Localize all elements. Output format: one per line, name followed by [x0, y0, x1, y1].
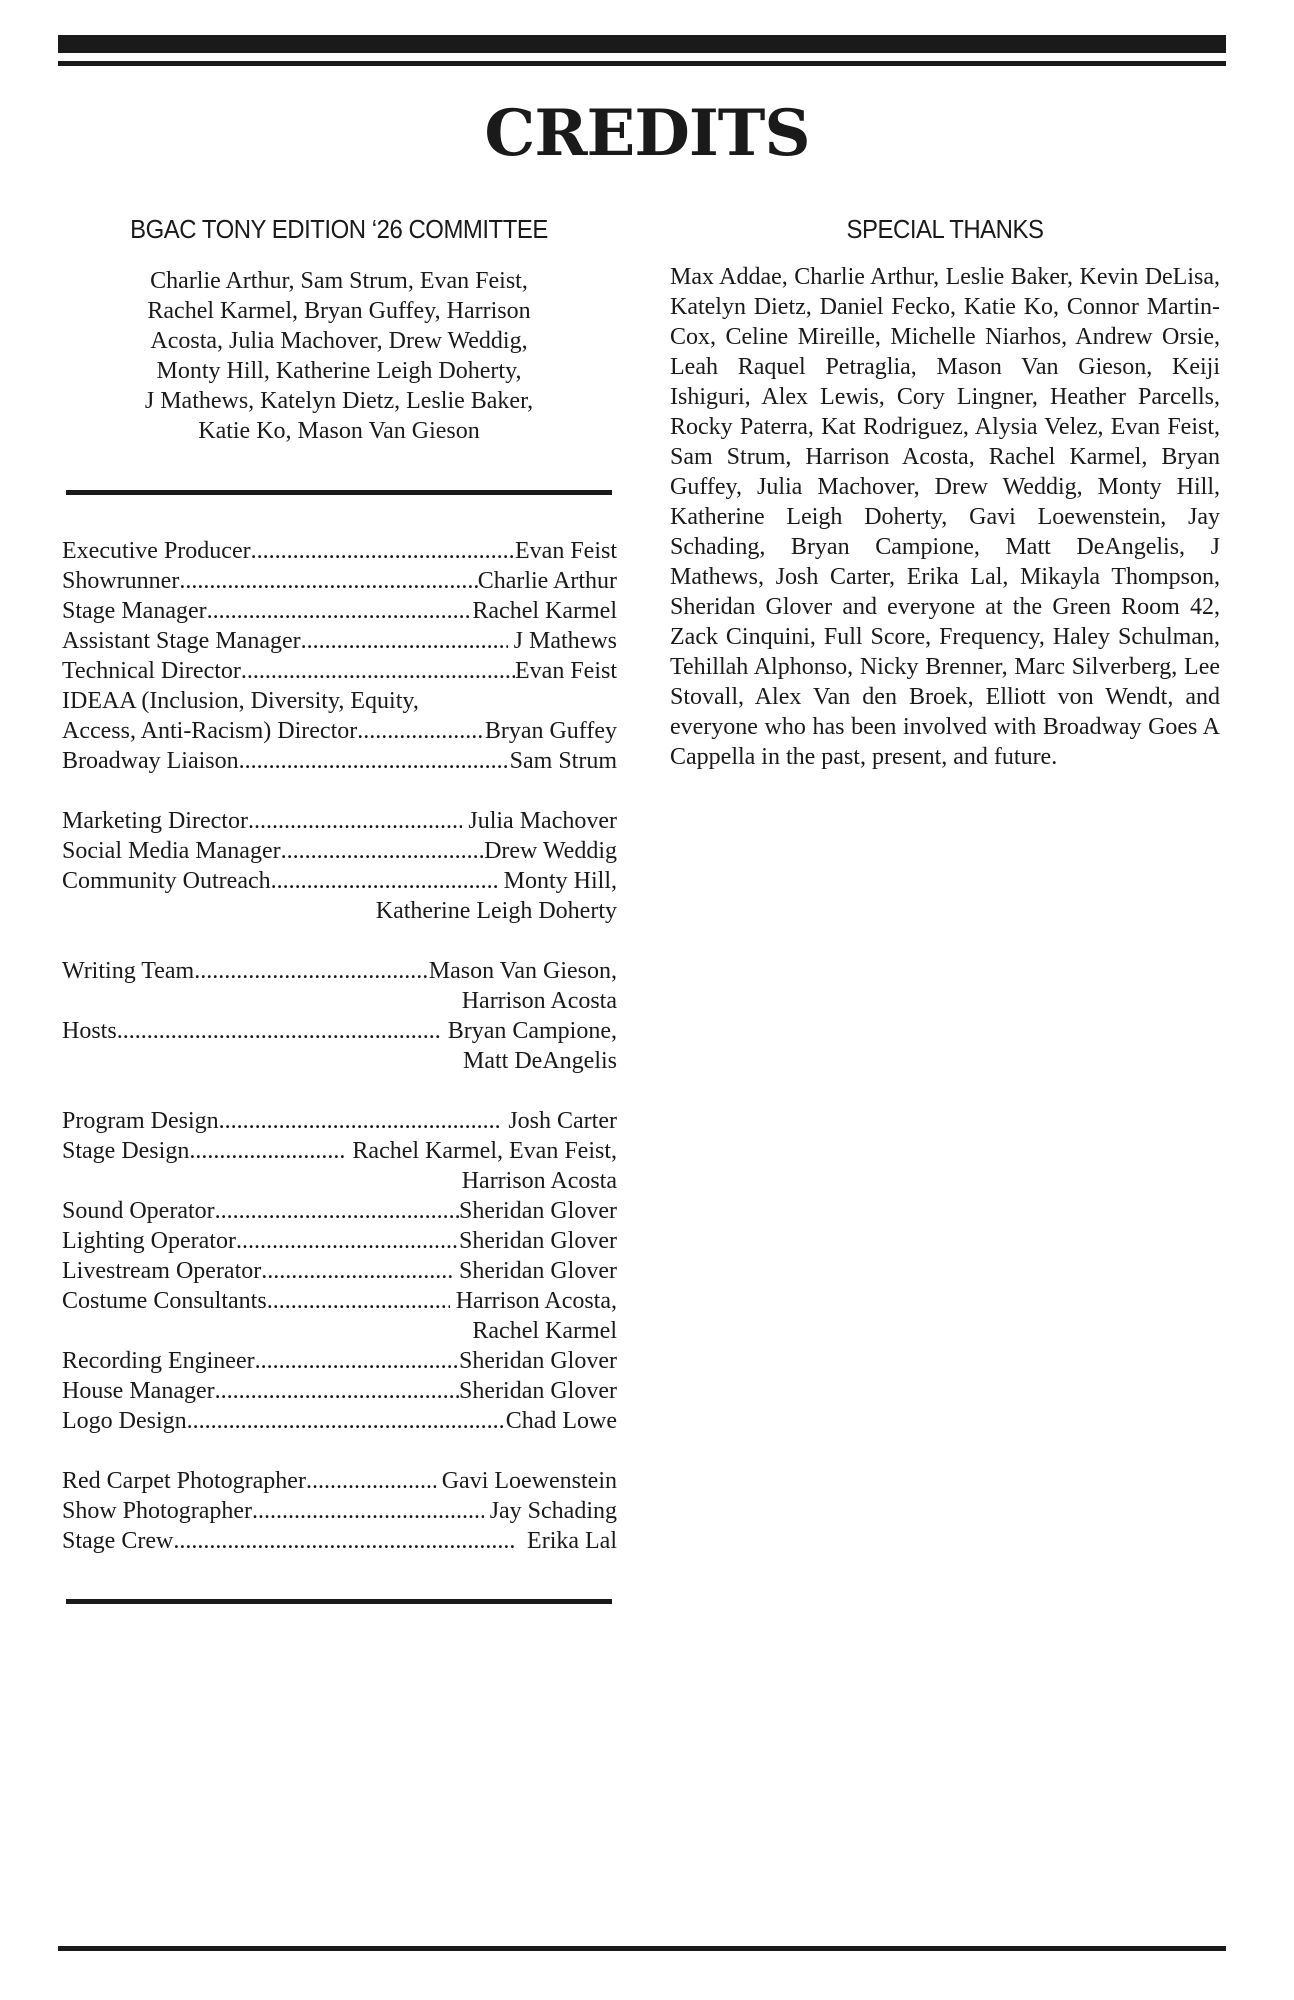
- role-label: Stage Manager: [62, 598, 207, 624]
- role-name-continued: Harrison Acosta: [461, 988, 617, 1014]
- leader-dots: [215, 1196, 459, 1226]
- role-label: Access, Anti-Racism) Director: [62, 718, 358, 744]
- role-name: Charlie Arthur: [477, 568, 617, 594]
- role-marketing-director: [62, 806, 617, 836]
- role-name: Drew Weddig: [484, 838, 617, 864]
- leader-dots: [189, 1136, 346, 1166]
- leader-dots: [261, 1256, 453, 1286]
- role-label: Livestream Operator: [62, 1258, 262, 1284]
- leader-dots: [248, 806, 462, 836]
- role-name: J Mathews: [507, 628, 617, 654]
- role-label: Executive Producer: [62, 538, 251, 564]
- role-name: Rachel Karmel: [472, 598, 617, 624]
- role-label: House Manager: [62, 1378, 215, 1404]
- role-label: Hosts: [62, 1018, 117, 1044]
- leader-dots: [207, 596, 473, 626]
- role-name-continued: Matt DeAngelis: [463, 1048, 617, 1074]
- role-assistant-stage-manager: [62, 626, 617, 656]
- role-name: Evan Feist: [515, 658, 617, 684]
- leader-dots: [357, 716, 485, 746]
- leader-dots: [255, 1346, 459, 1376]
- spacer: [62, 776, 617, 806]
- role-ideaa-line: IDEAA (Inclusion, Diversity, Equity,: [62, 688, 419, 714]
- leader-dots: [251, 536, 515, 566]
- section-divider: [66, 490, 612, 495]
- role-label: Social Media Manager: [62, 838, 281, 864]
- committee-heading: BGAC TONY EDITION ‘26 COMMITTEE: [130, 214, 548, 244]
- role-name: Chad Lowe: [505, 1408, 617, 1434]
- leader-dots: [281, 836, 484, 866]
- role-label: Costume Consultants: [62, 1288, 267, 1314]
- role-name: Sheridan Glover: [459, 1378, 617, 1404]
- role-name: Evan Feist: [515, 538, 617, 564]
- leader-dots: [179, 566, 477, 596]
- role-label: Sound Operator: [62, 1198, 215, 1224]
- role-label: Stage Design: [62, 1138, 190, 1164]
- role-name: Bryan Campione,: [441, 1018, 617, 1044]
- role-name: Harrison Acosta,: [449, 1288, 617, 1314]
- committee-line: Katie Ko, Mason Van Gieson: [198, 418, 480, 444]
- role-writing-team: [62, 956, 617, 986]
- role-name: Erika Lal: [515, 1528, 617, 1554]
- role-label: Broadway Liaison: [62, 748, 239, 774]
- role-name: Bryan Guffey: [484, 718, 617, 744]
- spacer: [62, 926, 617, 956]
- role-name-continued: Rachel Karmel: [472, 1318, 617, 1344]
- leader-dots: [117, 1016, 442, 1046]
- role-livestream-operator: [62, 1256, 617, 1286]
- role-label: Technical Director: [62, 658, 241, 684]
- committee-list: [62, 266, 616, 446]
- role-label: Recording Engineer: [62, 1348, 255, 1374]
- role-stage-design: [62, 1136, 617, 1166]
- role-label: Logo Design: [62, 1408, 187, 1434]
- role-house-manager: [62, 1376, 617, 1406]
- committee-line: Rachel Karmel, Bryan Guffey, Harrison: [147, 298, 531, 324]
- role-program-design: [62, 1106, 617, 1136]
- role-name: Sheridan Glover: [459, 1348, 617, 1374]
- committee-line: Acosta, Julia Machover, Drew Weddig,: [150, 328, 528, 354]
- role-name: Gavi Loewenstein: [435, 1468, 617, 1494]
- role-label: Assistant Stage Manager: [62, 628, 301, 654]
- role-red-carpet-photographer: [62, 1466, 617, 1496]
- section-divider: [66, 1599, 612, 1604]
- role-name: Sheridan Glover: [453, 1258, 617, 1284]
- role-social-media-manager: [62, 836, 617, 866]
- role-stage-crew: [62, 1526, 617, 1556]
- top-rule-thin: [58, 61, 1226, 66]
- bottom-rule: [58, 1946, 1226, 1951]
- leader-dots: [173, 1526, 515, 1556]
- role-community-outreach: [62, 866, 617, 896]
- role-logo-design: [62, 1406, 617, 1436]
- role-label: Showrunner: [62, 568, 180, 594]
- leader-dots: [236, 1226, 459, 1256]
- special-thanks-text: Max Addae, Charlie Arthur, Leslie Baker, Kevin DeLisa, Katelyn Dietz, Daniel Fecko, Katie Ko, Connor Martin-Cox, Celine Mireille, Michelle Niarhos, Andrew Orsie, Leah Raquel Petraglia, Mason Van Gieson, Keiji Ishiguri, Alex Lewis, Cory Lingner, Heather Parcells, Rocky Paterra, Kat Rodriguez, Alysia Velez, Evan Feist, Sam Strum, Harrison Acosta, Rachel Karmel, Bryan Guffey, Julia Machover, Drew Weddig, Monty Hill, Katherine Leigh Doherty, Gavi Loewenstein, Jay Schading, Bryan Campione, Matt DeAngelis, J Mathews, Josh Carter, Erika Lal, Mikayla Thompson, Sheridan Glover and everyone at the Green Room 42, Zack Cinquini, Full Score, Frequency, Haley Schulman, Tehillah Alphonso, Nicky Brenner, Marc Silverberg, Lee Stovall, Alex Van den Broek, Elliott von Wendt, and everyone who has been involved with Broadway Goes A Cappella in the past, present, and future.: [670, 264, 1220, 770]
- role-technical-director: [62, 656, 617, 686]
- role-ideaa-director: [62, 716, 617, 746]
- leader-dots: [239, 746, 510, 776]
- credits-roles: [62, 536, 617, 1556]
- leader-dots: [252, 1496, 484, 1526]
- role-show-photographer: [62, 1496, 617, 1526]
- role-recording-engineer: [62, 1346, 617, 1376]
- leader-dots: [301, 626, 508, 656]
- role-name: Rachel Karmel, Evan Feist,: [346, 1138, 617, 1164]
- role-sound-operator: [62, 1196, 617, 1226]
- committee-line: J Mathews, Katelyn Dietz, Leslie Baker,: [144, 388, 534, 414]
- role-label: Community Outreach: [62, 868, 271, 894]
- role-name: Julia Machover: [462, 808, 617, 834]
- role-label: Stage Crew: [62, 1528, 174, 1554]
- leader-dots: [194, 956, 429, 986]
- page-title: CREDITS: [484, 96, 810, 171]
- role-name: Sam Strum: [509, 748, 617, 774]
- role-lighting-operator: [62, 1226, 617, 1256]
- role-stage-manager: [62, 596, 617, 626]
- leader-dots: [267, 1286, 450, 1316]
- role-label: Lighting Operator: [62, 1228, 236, 1254]
- committee-line: Monty Hill, Katherine Leigh Doherty,: [156, 358, 522, 384]
- leader-dots: [215, 1376, 459, 1406]
- role-name-continued: Harrison Acosta: [461, 1168, 617, 1194]
- role-name: Sheridan Glover: [459, 1228, 617, 1254]
- committee-line: Charlie Arthur, Sam Strum, Evan Feist,: [150, 268, 528, 294]
- role-showrunner: [62, 566, 617, 596]
- role-costume-consultants: [62, 1286, 617, 1316]
- role-executive-producer: [62, 536, 617, 566]
- spacer: [62, 1436, 617, 1466]
- leader-dots: [306, 1466, 436, 1496]
- role-broadway-liaison: [62, 746, 617, 776]
- role-label: Writing Team: [62, 958, 195, 984]
- role-name: Josh Carter: [502, 1108, 617, 1134]
- leader-dots: [271, 866, 498, 896]
- role-hosts: [62, 1016, 617, 1046]
- leader-dots: [187, 1406, 506, 1436]
- role-name: Mason Van Gieson,: [428, 958, 617, 984]
- role-label: Marketing Director: [62, 808, 248, 834]
- spacer: [62, 1076, 617, 1106]
- role-name: Monty Hill,: [497, 868, 617, 894]
- top-rule-thick: [58, 35, 1226, 53]
- role-label: Show Photographer: [62, 1498, 252, 1524]
- role-name: Sheridan Glover: [459, 1198, 617, 1224]
- role-name: Jay Schading: [483, 1498, 617, 1524]
- role-label: Red Carpet Photographer: [62, 1468, 306, 1494]
- leader-dots: [219, 1106, 503, 1136]
- role-label: Program Design: [62, 1108, 219, 1134]
- leader-dots: [241, 656, 515, 686]
- thanks-heading: SPECIAL THANKS: [846, 214, 1044, 244]
- role-name-continued: Katherine Leigh Doherty: [375, 898, 617, 924]
